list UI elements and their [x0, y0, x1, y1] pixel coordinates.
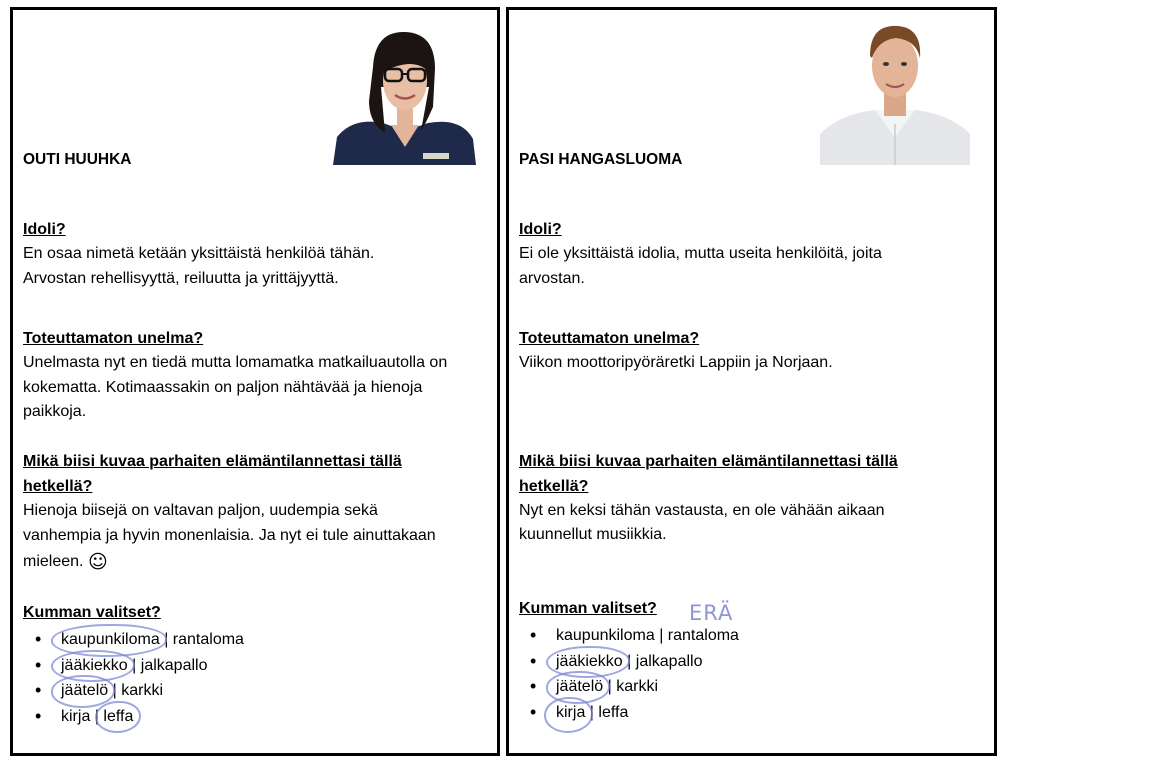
choice-separator: |: [132, 656, 137, 674]
question-choice: Kumman valitset?: [23, 604, 161, 621]
choice-option: rantaloma: [172, 631, 244, 648]
choice-option-selected: kirja: [556, 700, 585, 726]
choice-option-selected: jääkiekko: [61, 653, 128, 679]
answer-idol-line: Arvostan rehellisyyttä, reiluutta ja yrittäjyyttä.: [23, 270, 339, 287]
question-idol: Idoli?: [519, 221, 562, 238]
choice-list: [508, 623, 739, 725]
choice-option: jalkapallo: [635, 652, 703, 670]
answer-dream-line: Unelmasta nyt en tiedä mutta lomamatka matkailuautolla on: [23, 354, 448, 371]
choice-option: kirja: [61, 707, 91, 725]
list-item: [13, 704, 244, 730]
list-item: [508, 623, 739, 649]
profile-card-left: [10, 7, 500, 756]
choice-separator: |: [589, 703, 594, 721]
question-dream: Toteuttamaton unelma?: [519, 330, 700, 347]
pen-circle-mark: [544, 697, 593, 734]
answer-dream-line: kokematta. Kotimaassakin on paljon nähtävää ja hienoja: [23, 379, 423, 396]
answer-idol-line: En osaa nimetä ketään yksittäistä henkilöä tähän.: [23, 245, 375, 262]
question-song-line: Mikä biisi kuvaa parhaiten elämäntilannettasi tällä: [23, 453, 402, 470]
answer-dream-line: Viikon moottoripyöräretki Lappiin ja Norjaan.: [519, 354, 833, 371]
choice-separator: |: [659, 627, 664, 644]
portrait-photo: [820, 14, 970, 165]
choice-option: karkki: [121, 682, 163, 699]
answer-song-line: kuunnellut musiikkia.: [519, 526, 667, 543]
choice-separator: |: [164, 631, 169, 648]
choice-option: jalkapallo: [140, 656, 208, 674]
answer-idol-line: arvostan.: [519, 270, 585, 287]
choice-option: karkki: [616, 678, 658, 695]
question-song-line: hetkellä?: [519, 478, 589, 495]
answer-song-line: Hienoja biisejä on valtavan paljon, uudempia sekä: [23, 502, 378, 519]
question-choice: Kumman valitset?: [519, 600, 657, 617]
list-item: [508, 649, 739, 675]
list-item: [13, 678, 244, 704]
list-item: [508, 700, 739, 726]
choice-separator: |: [112, 682, 117, 699]
question-idol: Idoli?: [23, 221, 66, 238]
person-name: OUTI HUUHKA: [23, 151, 132, 168]
choice-option-selected: jäätelö: [61, 678, 108, 704]
answer-song-line: [23, 550, 108, 575]
list-item: [13, 627, 244, 653]
choice-option: rantaloma: [667, 627, 739, 644]
handwritten-note: ERÄ: [689, 601, 734, 625]
pen-circle-mark: [95, 701, 141, 734]
question-song-line: hetkellä?: [23, 478, 93, 495]
list-item: [13, 653, 244, 679]
choice-option-selected: leffa: [103, 704, 133, 730]
smiley-emoji-icon: ☺: [87, 551, 108, 573]
choice-separator: |: [627, 652, 632, 670]
choice-option-selected: jäätelö: [556, 674, 603, 700]
choice-option-selected: jääkiekko: [556, 649, 623, 675]
choice-option-selected: kaupunkiloma: [61, 627, 160, 653]
answer-idol-line: Ei ole yksittäistä idolia, mutta useita henkilöitä, joita: [519, 245, 882, 262]
choice-separator: |: [607, 678, 612, 695]
question-dream: Toteuttamaton unelma?: [23, 330, 204, 347]
answer-song-line: Nyt en keksi tähän vastausta, en ole vähään aikaan: [519, 502, 885, 519]
person-name: PASI HANGASLUOMA: [519, 151, 683, 168]
portrait-photo: [333, 27, 476, 165]
profile-card-right: [506, 7, 997, 756]
choice-list: [13, 627, 244, 729]
answer-song-text: mieleen.: [23, 553, 84, 570]
choice-separator: |: [94, 707, 99, 725]
choice-option: leffa: [598, 703, 629, 721]
list-item: [508, 674, 739, 700]
answer-song-line: vanhempia ja hyvin monenlaisia. Ja nyt ei tule ainuttakaan: [23, 527, 436, 544]
choice-option: kaupunkiloma: [556, 627, 655, 644]
question-song-line: Mikä biisi kuvaa parhaiten elämäntilannettasi tällä: [519, 453, 898, 470]
answer-dream-line: paikkoja.: [23, 403, 87, 420]
